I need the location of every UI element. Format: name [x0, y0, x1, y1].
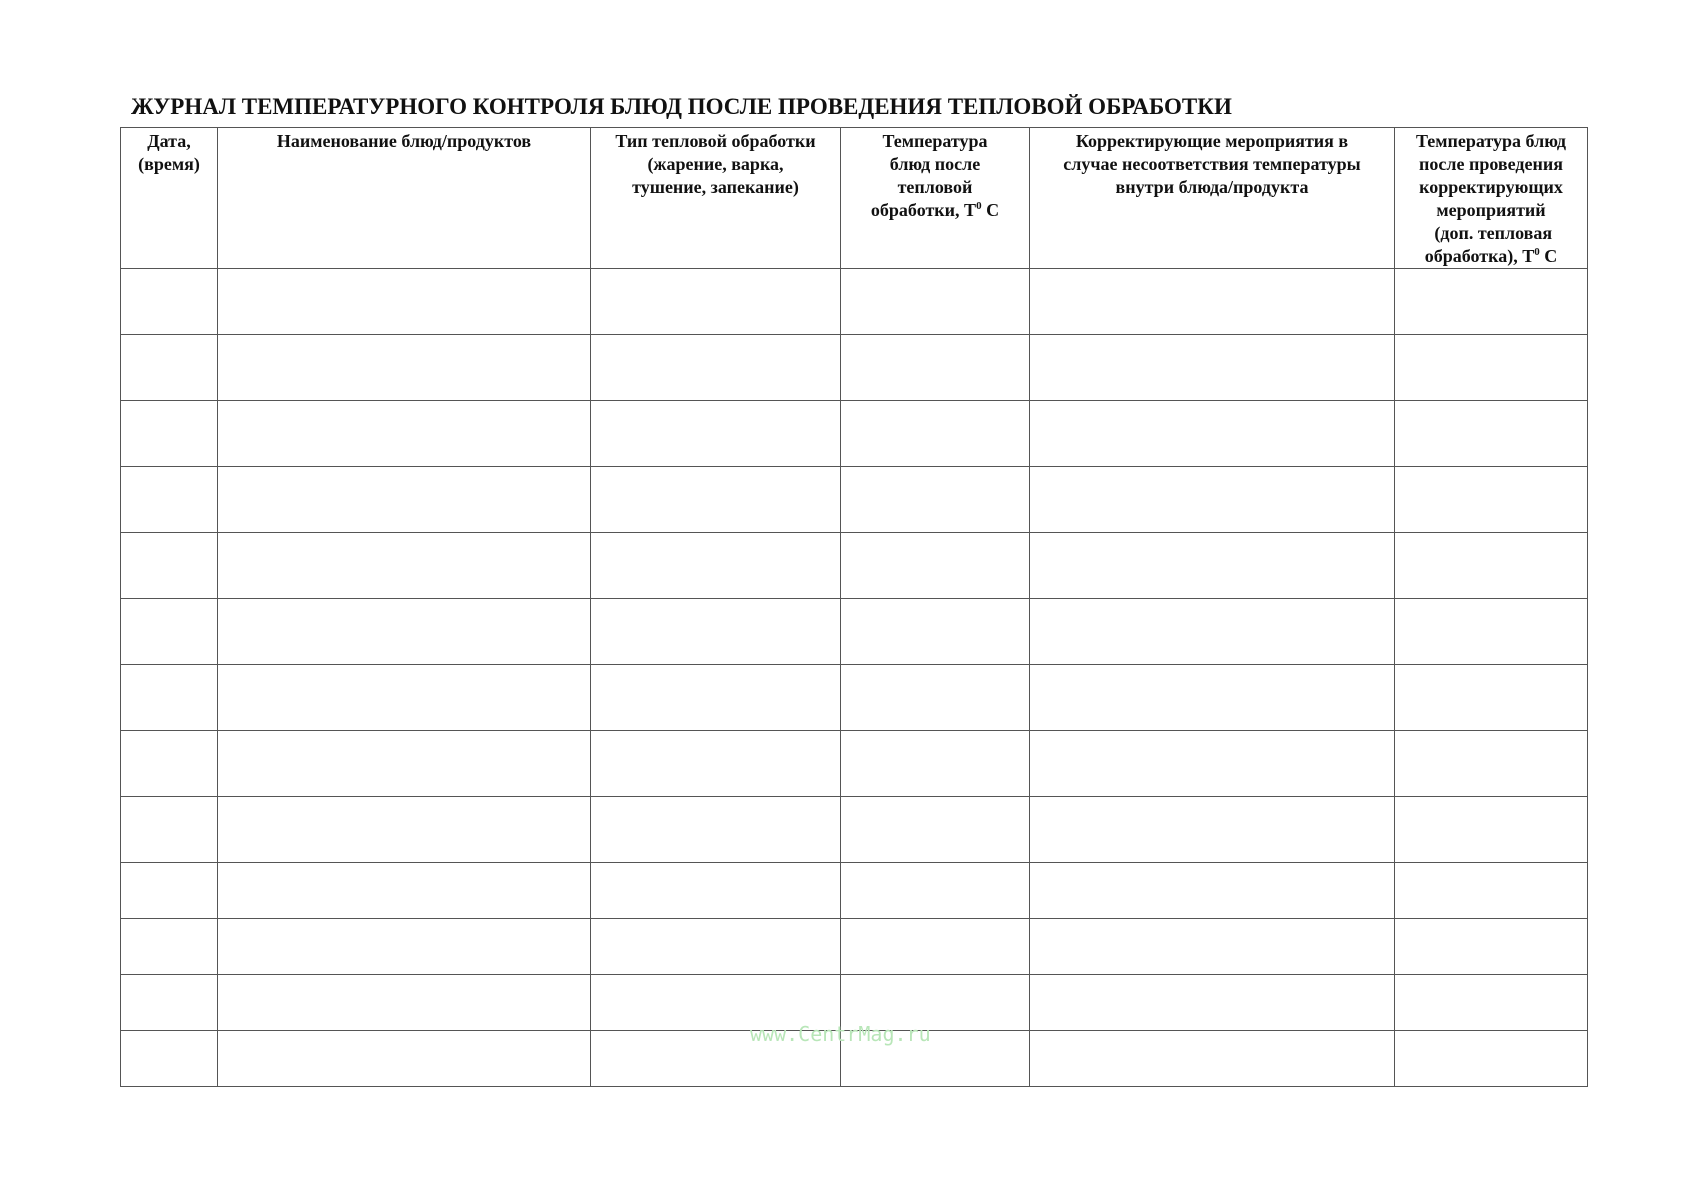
table-cell[interactable] [1030, 731, 1395, 797]
table-cell[interactable] [1030, 863, 1395, 919]
table-row [121, 533, 1588, 599]
table-cell[interactable] [841, 731, 1030, 797]
header-line: Корректирующие мероприятия в [1075, 131, 1349, 151]
header-line [841, 199, 1029, 222]
table-cell[interactable] [218, 599, 591, 665]
table-row [121, 797, 1588, 863]
table-cell[interactable] [218, 467, 591, 533]
table-cell[interactable] [1030, 797, 1395, 863]
degree-superscript: 0 [976, 200, 982, 212]
table-cell[interactable] [121, 467, 218, 533]
table-cell[interactable] [591, 599, 841, 665]
table-cell[interactable] [218, 533, 591, 599]
table-cell[interactable] [841, 533, 1030, 599]
table-cell[interactable] [121, 599, 218, 665]
header-temperature-after-correction [1395, 128, 1588, 269]
table-cell[interactable] [1030, 401, 1395, 467]
header-text: обработки, Т [870, 200, 977, 220]
table-cell[interactable] [841, 919, 1030, 975]
table-cell[interactable] [591, 533, 841, 599]
header-line: случае несоответствия температуры [1063, 154, 1361, 174]
table-cell[interactable] [591, 797, 841, 863]
header-line: тушение, запекание) [632, 177, 799, 197]
table-cell[interactable] [121, 269, 218, 335]
table-cell[interactable] [841, 335, 1030, 401]
header-line: блюд после [889, 154, 981, 174]
header-temperature-after [841, 128, 1030, 269]
table-header-row [121, 128, 1588, 269]
table-row [121, 731, 1588, 797]
header-line: Температура [882, 131, 988, 151]
table-row [121, 919, 1588, 975]
table-cell[interactable] [1030, 467, 1395, 533]
header-line: Дата, [147, 131, 191, 151]
header-date-time [121, 128, 218, 269]
table-row [121, 401, 1588, 467]
header-line: Тип тепловой обработки [615, 131, 816, 151]
table-cell[interactable] [218, 863, 591, 919]
table-cell[interactable] [1395, 731, 1588, 797]
table-cell[interactable] [1030, 269, 1395, 335]
header-dish-name [218, 128, 591, 269]
table-cell[interactable] [121, 401, 218, 467]
table-row [121, 665, 1588, 731]
table-cell[interactable] [1030, 335, 1395, 401]
table-cell[interactable] [841, 467, 1030, 533]
header-line: мероприятий [1436, 200, 1546, 220]
header-treatment-type [591, 128, 841, 269]
table-cell[interactable] [1395, 467, 1588, 533]
header-corrective-actions [1030, 128, 1395, 269]
table-row [121, 467, 1588, 533]
header-line: после проведения [1419, 154, 1563, 174]
table-cell[interactable] [1395, 975, 1588, 1031]
table-cell[interactable] [841, 797, 1030, 863]
table-cell[interactable] [121, 665, 218, 731]
header-text: С [981, 200, 1000, 220]
table-cell[interactable] [218, 731, 591, 797]
table-cell[interactable] [121, 975, 218, 1031]
header-line: (жарение, варка, [647, 154, 784, 174]
table-cell[interactable] [1030, 599, 1395, 665]
table-row [121, 863, 1588, 919]
table-cell[interactable] [218, 919, 591, 975]
table-cell[interactable] [121, 533, 218, 599]
table-cell[interactable] [841, 863, 1030, 919]
table-cell[interactable] [218, 975, 591, 1031]
table-cell[interactable] [1395, 269, 1588, 335]
header-line: тепловой [897, 177, 973, 197]
table-cell[interactable] [218, 335, 591, 401]
header-line: Наименование блюд/продуктов [276, 131, 532, 151]
table-cell[interactable] [591, 731, 841, 797]
table-cell[interactable] [841, 665, 1030, 731]
table-cell[interactable] [218, 797, 591, 863]
table-cell[interactable] [121, 919, 218, 975]
table-cell[interactable] [591, 269, 841, 335]
header-line: Температура блюд [1415, 131, 1567, 151]
table-cell[interactable] [218, 665, 591, 731]
table-cell[interactable] [591, 401, 841, 467]
header-text: обработка), Т [1424, 246, 1535, 266]
table-cell[interactable] [1395, 919, 1588, 975]
table-cell[interactable] [1030, 975, 1395, 1031]
table-cell[interactable] [841, 269, 1030, 335]
table-cell[interactable] [1395, 533, 1588, 599]
table-cell[interactable] [1030, 1031, 1395, 1087]
page-title: ЖУРНАЛ ТЕМПЕРАТУРНОГО КОНТРОЛЯ БЛЮД ПОСЛЕ ПРОВЕДЕНИЯ ТЕПЛОВОЙ ОБРАБОТКИ [131, 94, 1232, 119]
table-cell[interactable] [121, 797, 218, 863]
table-cell[interactable] [1395, 863, 1588, 919]
table-cell[interactable] [218, 269, 591, 335]
table-row [121, 335, 1588, 401]
table-cell[interactable] [121, 863, 218, 919]
table-cell[interactable] [841, 599, 1030, 665]
header-text: С [1539, 246, 1558, 266]
header-line: корректирующих [1419, 177, 1563, 197]
table-cell[interactable] [591, 467, 841, 533]
header-line [1395, 245, 1587, 268]
table-cell[interactable] [1395, 1031, 1588, 1087]
table-cell[interactable] [1395, 335, 1588, 401]
table-cell[interactable] [1395, 797, 1588, 863]
header-line: (доп. тепловая [1429, 223, 1553, 243]
table-cell[interactable] [1030, 533, 1395, 599]
table-row [121, 269, 1588, 335]
watermark: www.CentrMag.ru [750, 1022, 931, 1046]
table-cell[interactable] [121, 1031, 218, 1087]
temperature-log-table [120, 127, 1588, 1087]
header-line: (время) [138, 154, 200, 174]
table-cell[interactable] [591, 919, 841, 975]
table-cell[interactable] [121, 335, 218, 401]
table-cell[interactable] [841, 401, 1030, 467]
table-cell[interactable] [591, 665, 841, 731]
table-body [121, 269, 1588, 1087]
table-cell[interactable] [121, 731, 218, 797]
table-cell[interactable] [218, 1031, 591, 1087]
table-cell[interactable] [1395, 401, 1588, 467]
degree-superscript: 0 [1534, 246, 1540, 258]
table-cell[interactable] [218, 401, 591, 467]
table-cell[interactable] [1395, 599, 1588, 665]
table-cell[interactable] [1030, 919, 1395, 975]
table-row [121, 599, 1588, 665]
table-cell[interactable] [591, 863, 841, 919]
header-line: внутри блюда/продукта [1115, 177, 1309, 197]
table-cell[interactable] [591, 335, 841, 401]
table-cell[interactable] [1395, 665, 1588, 731]
table-cell[interactable] [1030, 665, 1395, 731]
